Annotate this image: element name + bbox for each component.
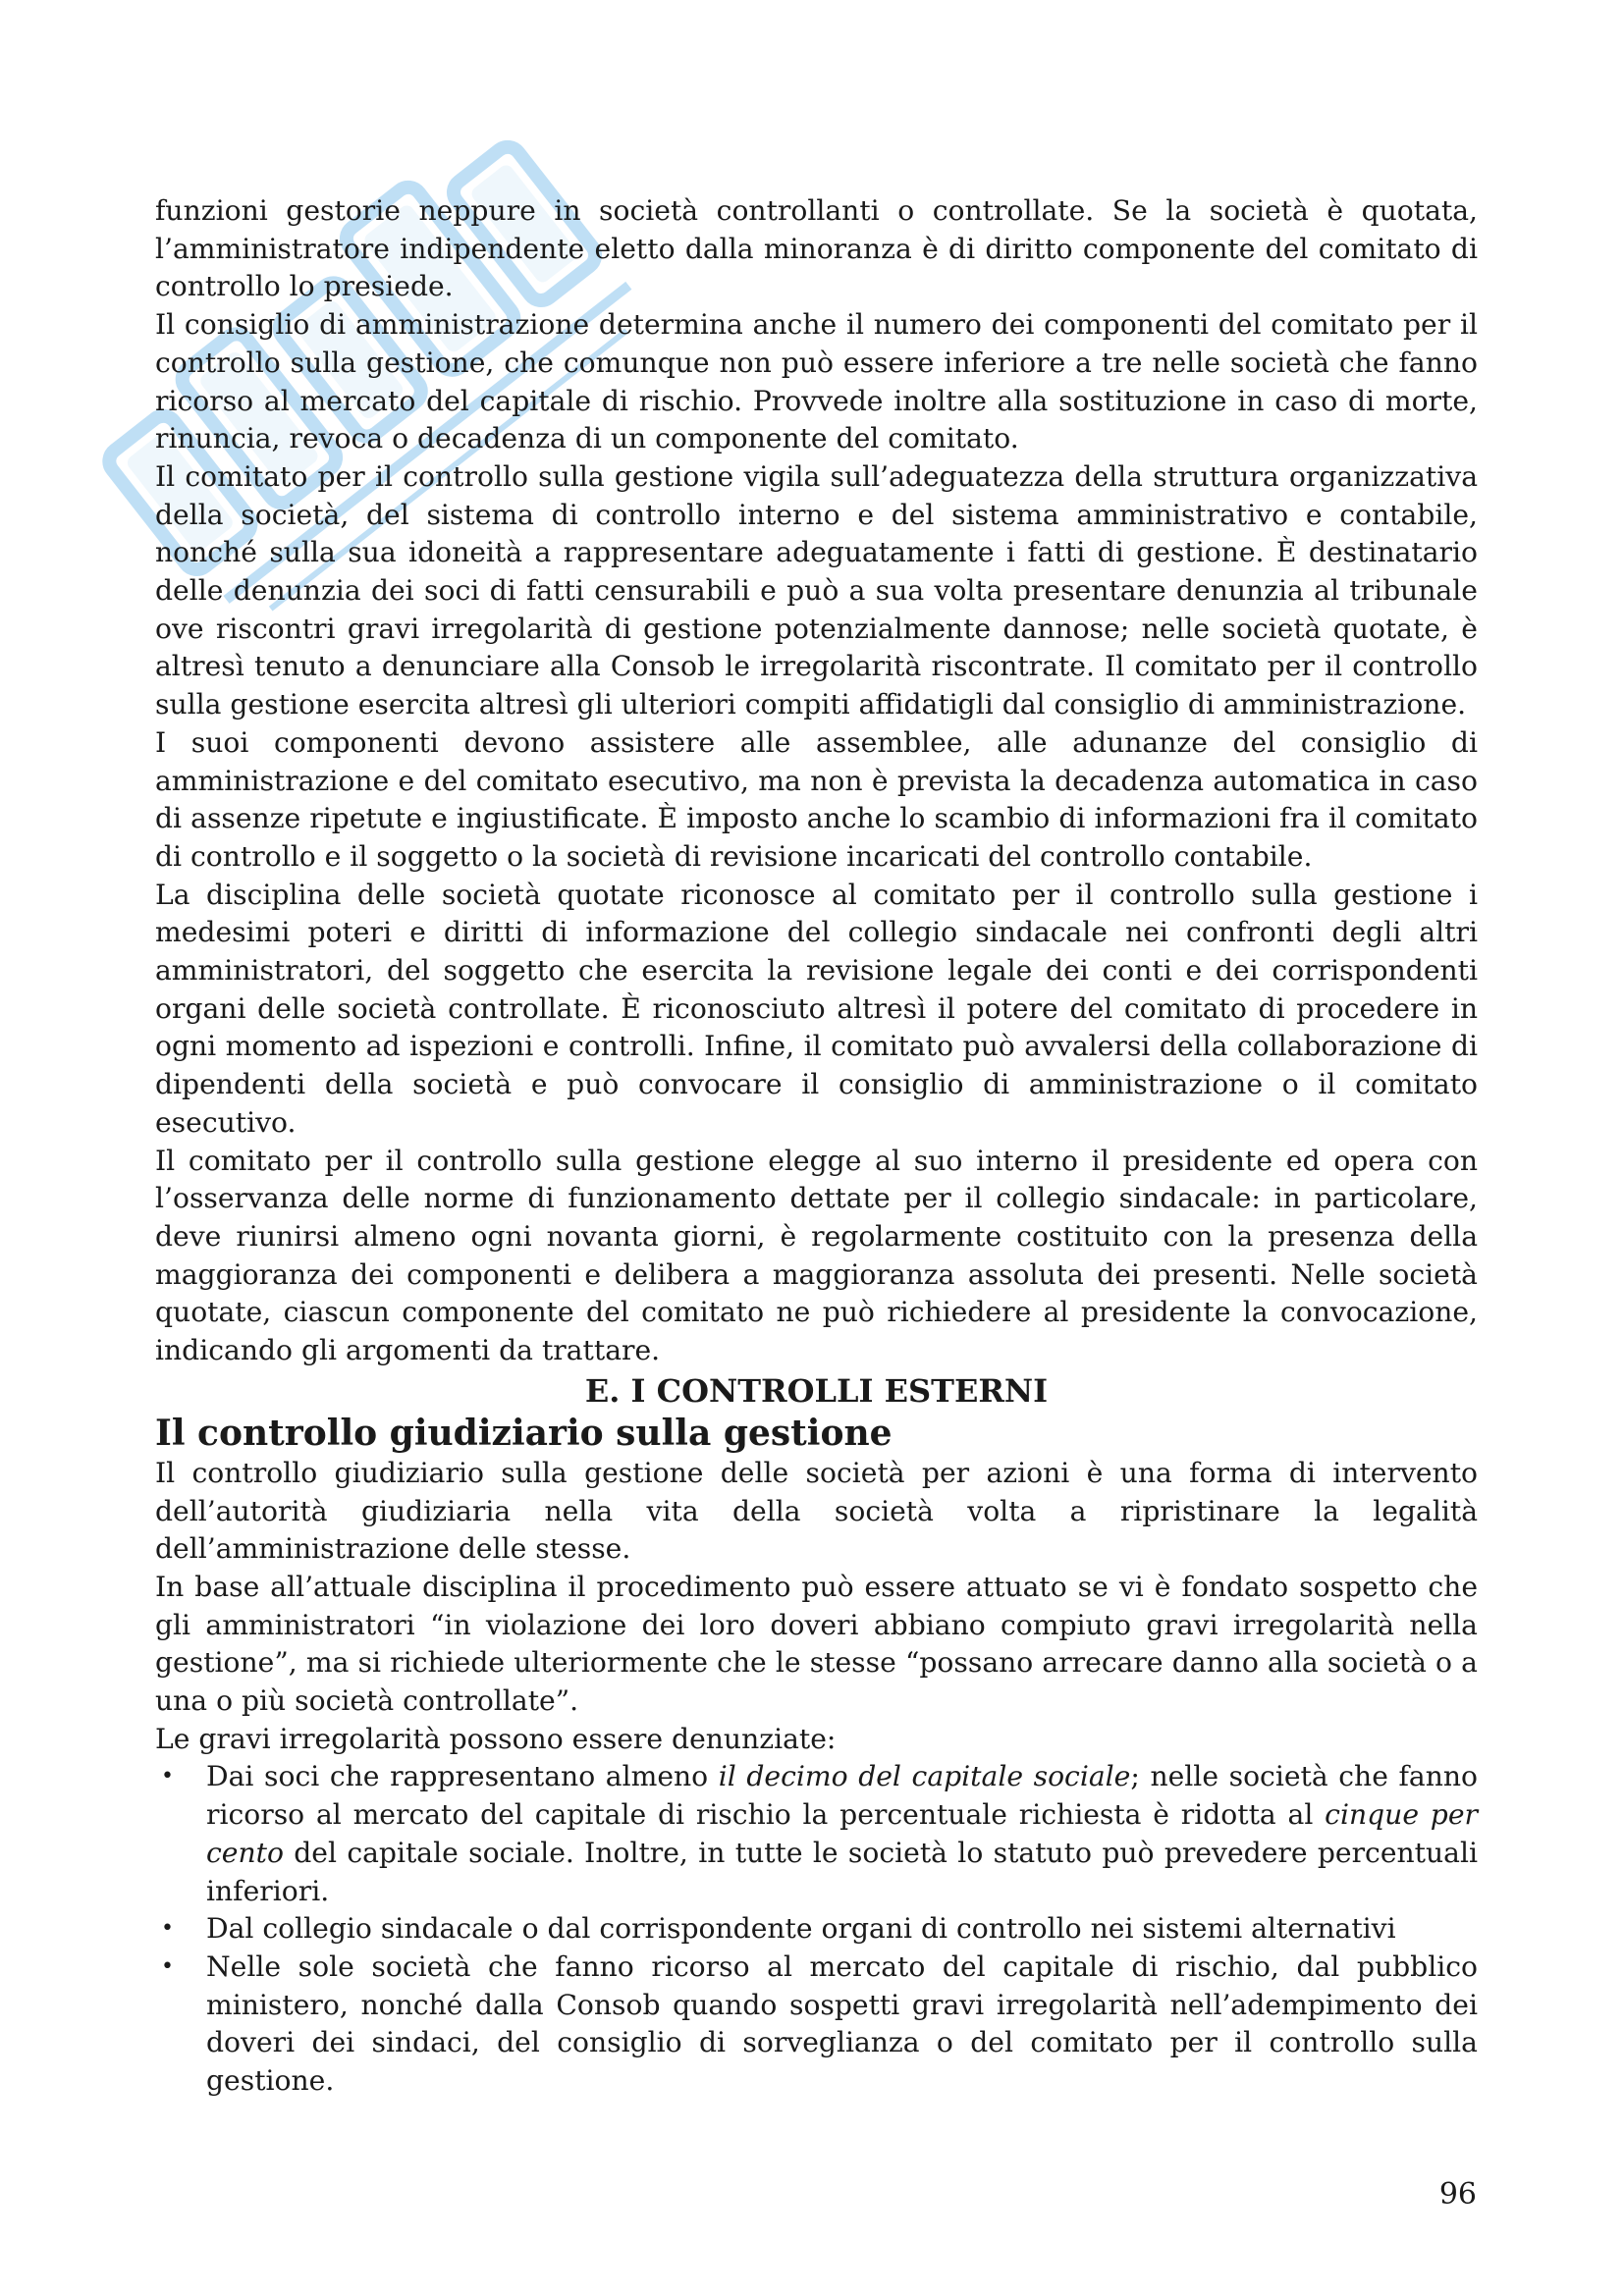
page-number: 96 xyxy=(1438,2177,1477,2212)
paragraph-1: funzioni gestorie neppure in società controllanti o controllate. Se la società è quotata, l’amministratore indipendente eletto dalla minoranza è di diritto componente del comitato di controllo lo presiede. xyxy=(155,194,1478,303)
section-paragraph-2: In base all’attuale disciplina il procedimento può essere attuato se vi è fondato sospetto che gli amministratori “in violazione dei loro doveri abbiano compiuto gravi irregolarità nella gestione”, ma si richiede ulteriormente che le stesse “possano arrecare danno alla società o a una o più società controllate”. xyxy=(155,1570,1478,1718)
list-item xyxy=(155,1949,1478,2101)
list-item-text: Nelle sole società che fanno ricorso al mercato del capitale di rischio, dal pubblico ministero, nonché dalla Consob quando sospetti gravi irregolarità nell’adempimento dei doveri dei sindaci, del consiglio di sorveglianza o del comitato per il controllo sulla gestione. xyxy=(206,1949,1478,2098)
paragraph-4: I suoi componenti devono assistere alle assemblee, alle adunanze del consiglio di amministrazione e del comitato esecutivo, ma non è prevista la decadenza automatica in caso di assenze ripetute e ingiustificate. È imposto anche lo scambio di informazioni fra il comitato di controllo e il soggetto o la società di revisione incaricati del controllo contabile. xyxy=(155,725,1478,873)
bullet-icon: • xyxy=(161,1764,174,1789)
paragraph-5: La disciplina delle società quotate riconosce al comitato per il controllo sulla gestione i medesimi poteri e diritti di informazione del collegio sindacale nei confronti degli altri amministratori, del soggetto che esercita la revisione legale dei conti e dei corrispondenti organi delle società controllate. È riconosciuto altresì il potere del comitato di procedere in ogni momento ad ispezioni e controlli. Infine, il comitato può avvalersi della collaborazione di dipendenti della società e può convocare il consiglio di amministrazione o il comitato esecutivo. xyxy=(155,878,1478,1139)
section-paragraph-3: Le gravi irregolarità possono essere denunziate: xyxy=(155,1722,837,1755)
list-item-text: Dai soci che rappresentano almeno xyxy=(206,1760,719,1793)
list-item-text: Dal collegio sindacale o dal corrispondente organi di controllo nei sistemi alternativi xyxy=(206,1912,1396,1946)
bullet-list xyxy=(155,1758,1478,2100)
sub-title: Il controllo giudiziario sulla gestione xyxy=(155,1412,893,1454)
list-item-text: ; nelle società che fanno ricorso al mercato del capitale di rischio la percentuale richiesta è ridotta al xyxy=(206,1760,1478,1832)
section-paragraph-1: Il controllo giudiziario sulla gestione delle società per azioni è una forma di intervento dell’autorità giudiziaria nella vita della società volta a ripristinare la legalità dell’amministrazione delle stesse. xyxy=(155,1456,1478,1566)
paragraph-2: Il consiglio di amministrazione determina anche il numero dei componenti del comitato per il controllo sulla gestione, che comunque non può essere inferiore a tre nelle società che fanno ricorso al mercato del capitale di rischio. Provvede inoltre alla sostituzione in caso di morte, rinuncia, revoca o decadenza di un componente del comitato. xyxy=(155,308,1478,455)
list-item-emphasis: cinque per cento xyxy=(206,1798,1479,1869)
paragraph-3: Il comitato per il controllo sulla gestione vigila sull’adeguatezza della struttura organizzativa della società, del sistema di controllo interno e del sistema amministrativo e contabile, nonché sulla sua idoneità a rappresentare adeguatamente i fatti di gestione. È destinatario delle denunzia dei soci di fatti censurabili e può a sua volta presentare denunzia al tribunale ove riscontri gravi irregolarità di gestione potenzialmente dannose; nelle società quotate, è altresì tenuto a denunciare alla Consob le irregolarità riscontrate. Il comitato per il controllo sulla gestione esercita altresì gli ulteriori compiti affidatigli dal consiglio di amministrazione. xyxy=(155,459,1478,721)
document-body xyxy=(155,192,1478,2101)
list-item-text: del capitale sociale. Inoltre, in tutte le società lo statuto può prevedere percentuali inferiori. xyxy=(206,1836,1478,1907)
section-title: E. I CONTROLLI ESTERNI xyxy=(584,1371,1049,1410)
list-item-emphasis: il decimo del capitale sociale xyxy=(718,1760,1131,1793)
bullet-icon: • xyxy=(161,1916,174,1942)
list-item xyxy=(155,1910,1478,1949)
bullet-icon: • xyxy=(161,1953,174,1979)
list-item xyxy=(155,1758,1478,1910)
paragraph-6: Il comitato per il controllo sulla gestione elegge al suo interno il presidente ed opera con l’osservanza delle norme di funzionamento dettate per il collegio sindacale: in particolare, deve riunirsi almeno ogni novanta giorni, è regolarmente costituito con la presenza della maggioranza dei componenti e delibera a maggioranza assoluta dei presenti. Nelle società quotate, ciascun componente del comitato ne può richiedere al presidente la convocazione, indicando gli argomenti da trattare. xyxy=(155,1144,1478,1367)
